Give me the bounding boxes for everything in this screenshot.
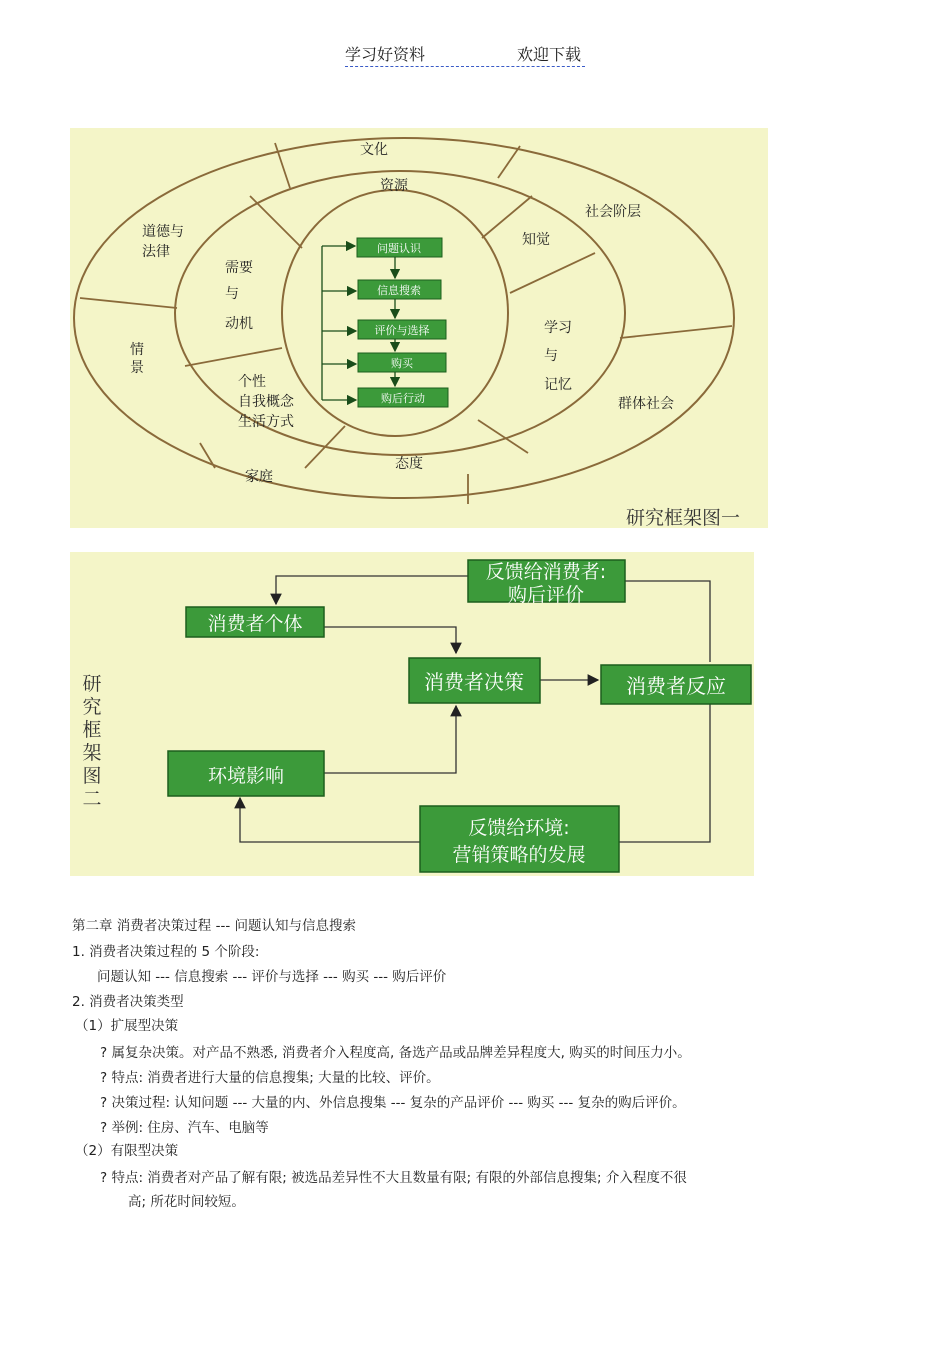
research-framework-figure-2 <box>70 552 754 876</box>
feedback-consumer-line1: 反馈给消费者: <box>485 561 607 583</box>
feedback-consumer-line2: 购后评价 <box>507 584 585 606</box>
label-situation-2: 景 <box>130 360 144 376</box>
decision-steps <box>322 238 448 407</box>
chapter-heading: 第二章 消费者决策过程 --- 问题认知与信息搜索 <box>72 918 356 934</box>
figure2-caption <box>82 673 101 810</box>
label-needs-2: 与 <box>225 286 239 302</box>
research-framework-figure-1 <box>70 128 768 528</box>
feedback-environment-line1: 反馈给环境: <box>468 817 570 839</box>
feedback-environment-line2: 营销策略的发展 <box>452 844 586 866</box>
figure2-caption-char: 研 <box>82 673 102 695</box>
label-social-class: 社会阶层 <box>585 204 641 220</box>
step-label: 信息搜索 <box>377 284 421 297</box>
label-personality-1: 个性 <box>238 374 266 390</box>
bullet-item: ? 特点: 消费者对产品了解有限; 被选品差异性不大且数量有限; 有限的外部信息搜集; 介入程度不很 <box>100 1170 687 1186</box>
label-needs-3: 动机 <box>225 316 253 332</box>
figure1-caption: 研究框架图一 <box>626 507 741 528</box>
environment-influence-label: 环境影响 <box>207 765 285 787</box>
label-learning-2: 与 <box>544 348 558 364</box>
flowchart <box>70 552 754 876</box>
list-item-2: 2. 消费者决策类型 <box>72 994 184 1010</box>
bullet-item: ? 属复杂决策。对产品不熟悉, 消费者介入程度高, 备选产品或品牌差异程度大, 购买的时间压力小。 <box>100 1045 691 1061</box>
figure2-caption-char: 图 <box>82 765 102 787</box>
figure2-caption-char: 二 <box>82 788 102 810</box>
bullet-item-continued: 高; 所花时间较短。 <box>128 1194 245 1210</box>
label-personality-2: 自我概念 <box>238 394 294 410</box>
figure2-caption-char: 框 <box>82 719 102 741</box>
label-culture: 文化 <box>360 142 388 158</box>
header-left: 学习好资料 <box>345 45 426 64</box>
subheading-extended: （1）扩展型决策 <box>75 1018 179 1034</box>
consumer-decision-label: 消费者决策 <box>424 670 524 694</box>
figure2-caption-char: 架 <box>82 742 102 764</box>
label-attitude: 态度 <box>395 456 423 472</box>
step-label: 购买 <box>391 357 413 370</box>
ring-diagram <box>70 128 768 528</box>
page-header <box>345 40 585 67</box>
label-resources: 资源 <box>380 178 408 194</box>
bullet-item: ? 举例: 住房、汽车、电脑等 <box>100 1120 269 1136</box>
step-label: 评价与选择 <box>374 324 430 337</box>
label-family: 家庭 <box>245 469 273 485</box>
label-ethics-1: 道德与 <box>142 224 184 240</box>
header-right: 欢迎下载 <box>516 45 581 64</box>
step-label: 问题认识 <box>377 242 421 255</box>
label-perception: 知觉 <box>522 232 550 248</box>
label-needs-1: 需要 <box>225 260 253 276</box>
label-learning-3: 记忆 <box>544 377 572 393</box>
middle-ring <box>175 171 625 455</box>
list-item-1-stages: 问题认知 --- 信息搜索 --- 评价与选择 --- 购买 --- 购后评价 <box>97 969 447 985</box>
label-learning-1: 学习 <box>544 320 572 336</box>
label-situation-1: 情 <box>130 342 144 358</box>
step-label: 购后行动 <box>381 392 425 405</box>
label-group-society: 群体社会 <box>618 396 674 412</box>
bullet-item: ? 特点: 消费者进行大量的信息搜集; 大量的比较、评价。 <box>100 1070 440 1086</box>
label-personality-3: 生活方式 <box>238 414 294 430</box>
label-ethics-2: 法律 <box>142 244 170 260</box>
list-item-1: 1. 消费者决策过程的 5 个阶段: <box>72 944 260 960</box>
subheading-limited: （2）有限型决策 <box>75 1143 179 1159</box>
consumer-response-label: 消费者反应 <box>626 674 726 698</box>
figure2-caption-char: 究 <box>82 696 102 718</box>
bullet-item: ? 决策过程: 认知问题 --- 大量的内、外信息搜集 --- 复杂的产品评价 --- 购买 --- 复杂的购后评价。 <box>100 1095 686 1111</box>
consumer-individual-label: 消费者个体 <box>207 613 303 635</box>
